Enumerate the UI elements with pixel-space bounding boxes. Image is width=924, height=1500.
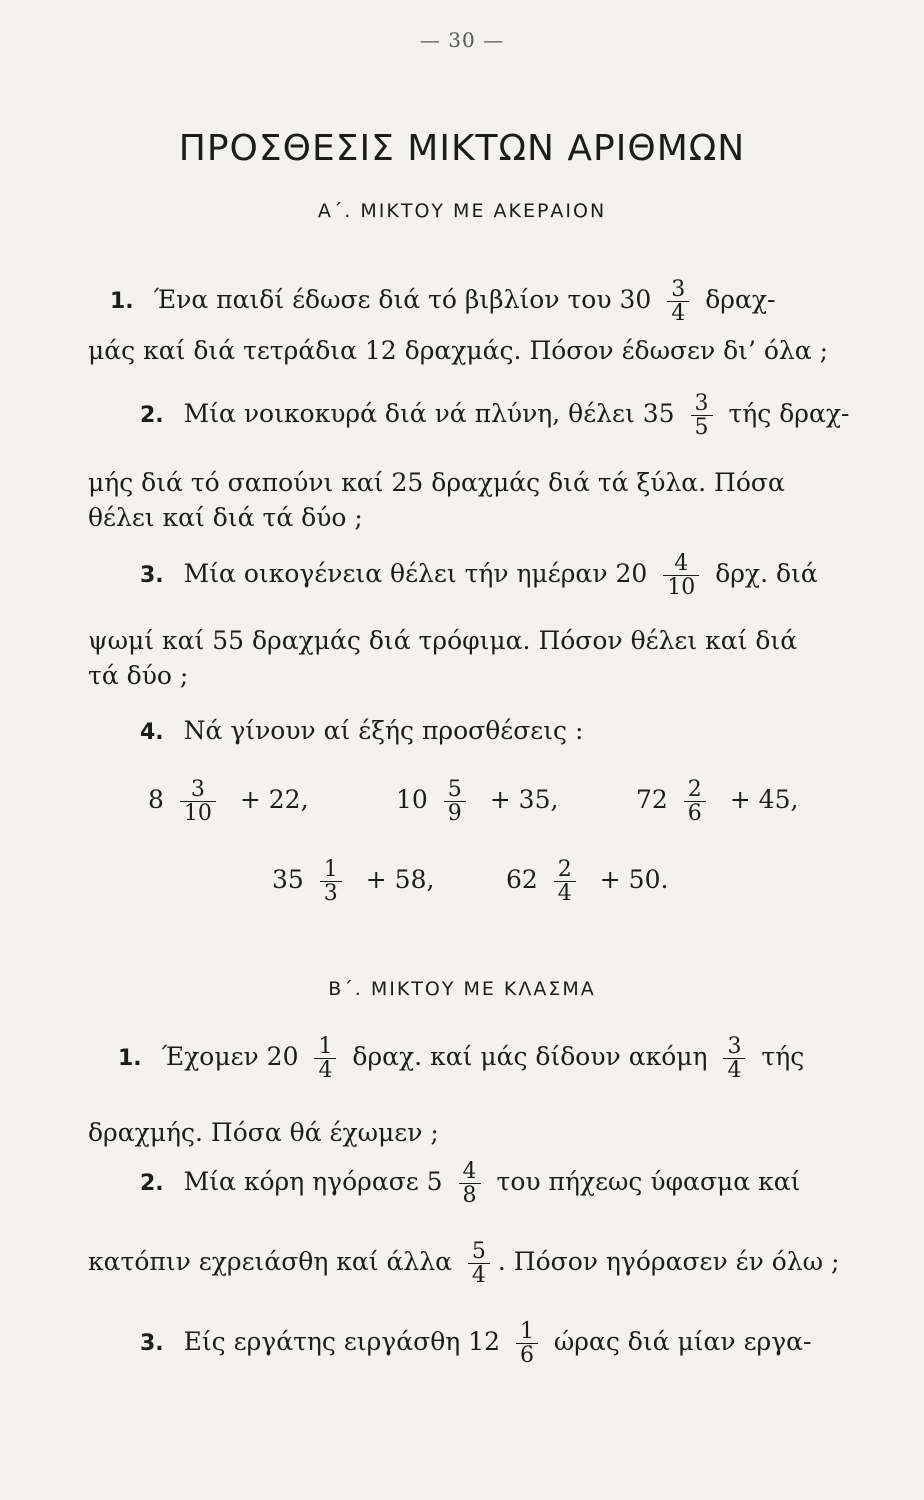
text: του πήχεως ύφασμα καί — [496, 1167, 801, 1197]
problem-a2-line1 — [140, 392, 878, 439]
problem-a3-line2: ψωμί καί 55 δραχμάς διά τρόφιμα. Πόσον θέλει καί διά — [88, 626, 798, 655]
fraction: $\frac{4}{10}$ — [663, 552, 699, 599]
text: Μία οικογένεια θέλει τήν ημέραν 20 — [183, 559, 648, 589]
problem-b1-line1 — [118, 1035, 878, 1082]
problem-a3-line3: τά δύο ; — [88, 661, 189, 690]
text: τής — [761, 1042, 805, 1072]
problem-b2-line1 — [140, 1160, 878, 1207]
text: κατόπιν εχρειάσθη καί άλλα — [88, 1247, 452, 1277]
problem-number: 1. — [118, 1046, 142, 1072]
problem-a1-line2: μάς καί διά τετράδια 12 δραχμάς. Πόσον έδωσεν δι’ όλα ; — [88, 336, 829, 365]
fraction: $\frac{3}{5}$ — [691, 392, 713, 439]
text: ώρας διά μίαν εργα- — [553, 1327, 812, 1357]
problem-number: 4. — [140, 720, 164, 745]
problem-a2-line2: μής διά τό σαπούνι καί 25 δραχμάς διά τά ξύλα. Πόσα — [88, 468, 785, 497]
page-number: — 30 — — [419, 28, 505, 52]
text: δραχ. καί μάς δίδουν ακόμη — [352, 1042, 708, 1072]
problem-b3-line1 — [140, 1320, 878, 1367]
problem-b1-line2: δραχμής. Πόσα θά έχωμεν ; — [88, 1118, 439, 1147]
sum-expression: 72 $\frac{2}{6}$ + 45, — [636, 777, 799, 827]
fraction: $\frac{3}{4}$ — [723, 1035, 745, 1082]
section-a-heading: Α΄. ΜΙΚΤΟΥ ΜΕ ΑΚΕΡΑΙΟΝ — [317, 200, 607, 222]
sum-expression: 8 $\frac{3}{10}$ + 22, — [148, 777, 309, 827]
text: Έχομεν 20 — [161, 1042, 299, 1072]
problem-a1-line1 — [110, 278, 878, 325]
problem-number: 3. — [140, 563, 164, 589]
section-b-heading: Β΄. ΜΙΚΤΟΥ ΜΕ ΚΛΑΣΜΑ — [328, 978, 596, 1000]
text: Μία νοικοκυρά διά νά πλύνη, θέλει 35 — [183, 399, 675, 429]
fraction: $\frac{5}{4}$ — [468, 1240, 490, 1287]
page-title: ΠΡΟΣΘΕΣΙΣ ΜΙΚΤΩΝ ΑΡΙΘΜΩΝ — [178, 128, 746, 169]
problem-a2-line3: θέλει καί διά τά δύο ; — [88, 503, 363, 532]
sum-expression: 62 $\frac{2}{4}$ + 50. — [506, 857, 669, 907]
text: Ένα παιδί έδωσε διά τό βιβλίον του 30 — [153, 285, 652, 315]
fraction: $\frac{3}{4}$ — [667, 278, 689, 325]
problem-number: 3. — [140, 1331, 164, 1357]
text: Μία κόρη ηγόρασε 5 — [183, 1167, 443, 1197]
text: δρχ. διά — [715, 559, 818, 589]
problem-a4-line1 — [140, 718, 924, 744]
fraction: $\frac{4}{8}$ — [459, 1160, 481, 1207]
problem-number: 1. — [110, 289, 134, 315]
fraction: $\frac{1}{4}$ — [314, 1035, 336, 1082]
fraction: $\frac{1}{6}$ — [516, 1320, 538, 1367]
sum-expression: 35 $\frac{1}{3}$ + 58, — [272, 857, 435, 907]
text: Είς εργάτης ειργάσθη 12 — [183, 1327, 500, 1357]
text: δραχ- — [705, 285, 776, 315]
problem-number: 2. — [140, 403, 164, 429]
text: τής δραχ- — [728, 399, 850, 429]
problem-b2-line2 — [88, 1240, 878, 1287]
sum-expression: 10 $\frac{5}{9}$ + 35, — [396, 777, 559, 827]
problem-number: 2. — [140, 1171, 164, 1197]
text: Νά γίνουν αί έξής προσθέσεις : — [183, 716, 584, 745]
text: . Πόσον ηγόρασεν έν όλω ; — [497, 1247, 840, 1277]
problem-a3-line1 — [140, 552, 878, 599]
